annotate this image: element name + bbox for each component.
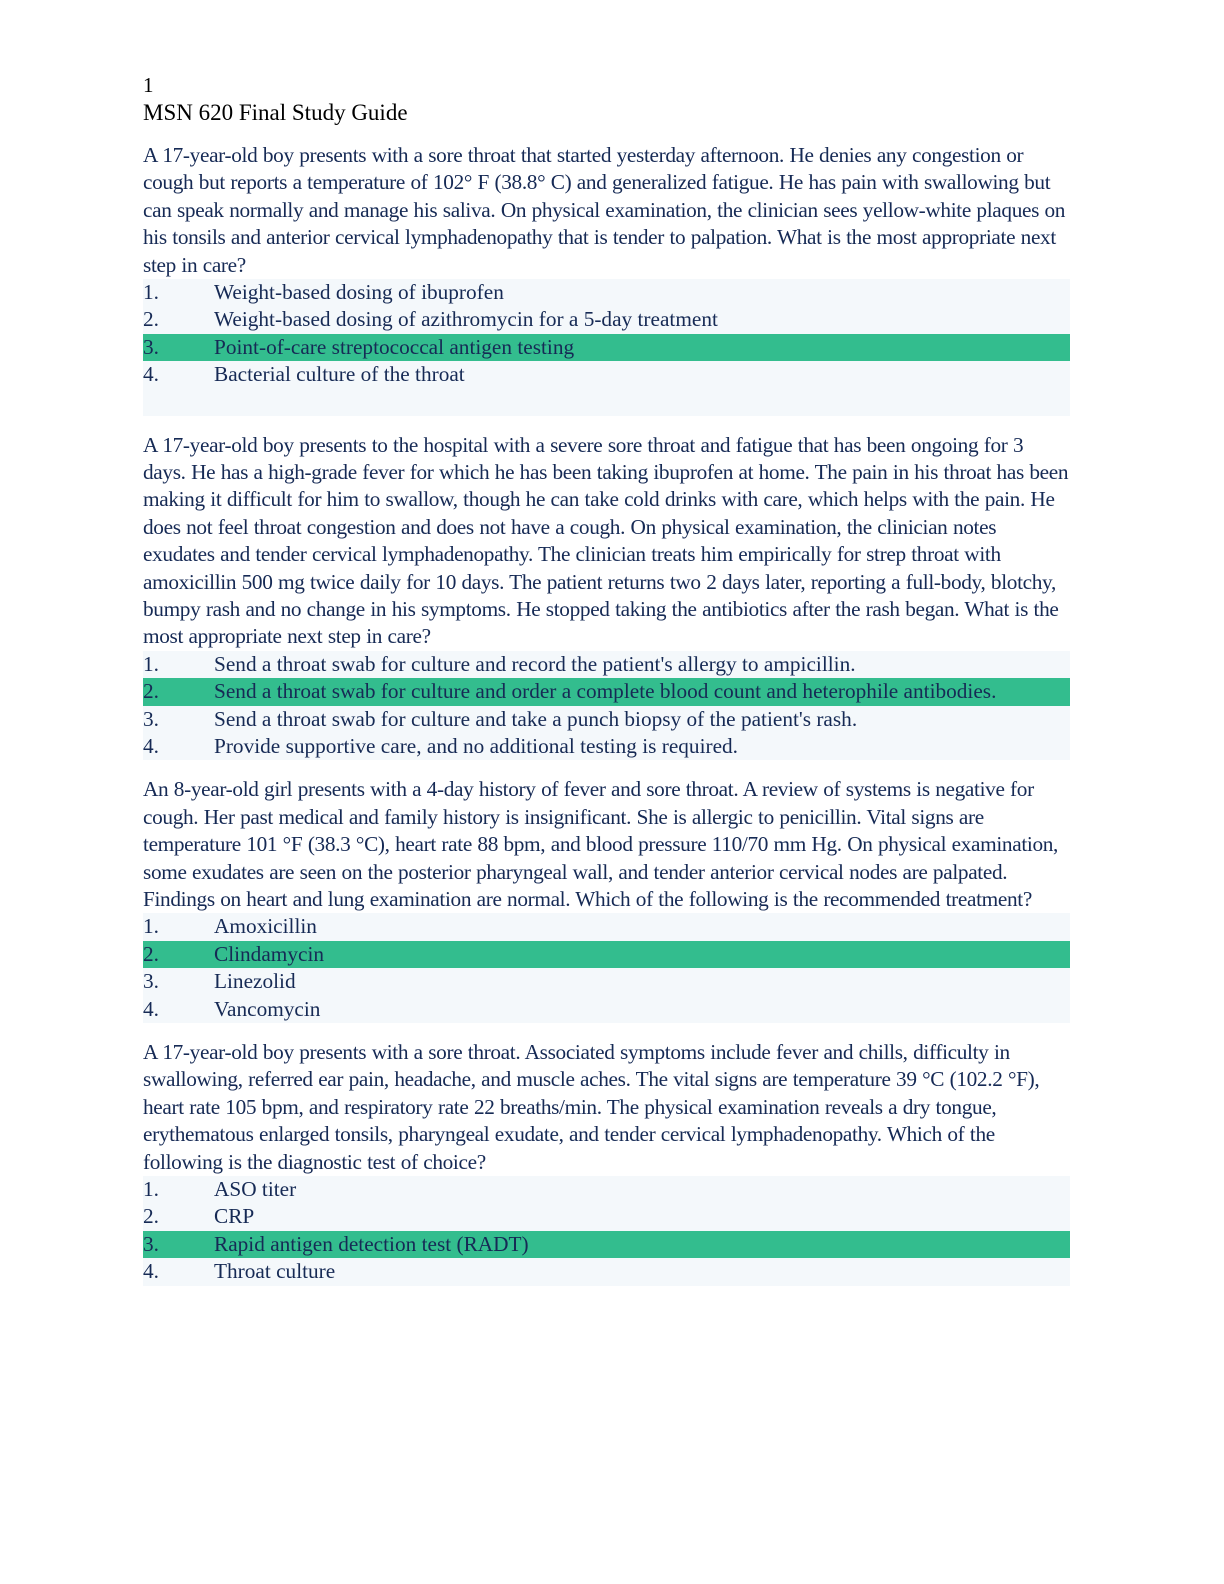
question-3 — [143, 776, 1070, 1023]
answer-option-correct — [143, 334, 1070, 361]
option-number: 4. — [143, 734, 159, 759]
answer-options — [143, 279, 1070, 416]
option-text: ASO titer — [214, 1177, 297, 1202]
option-text: Amoxicillin — [214, 914, 317, 939]
option-number: 4. — [143, 1259, 159, 1284]
option-text: Send a throat swab for culture and take a punch biopsy of the patient's rash. — [214, 706, 858, 731]
option-text: Bacterial culture of the throat — [214, 362, 465, 387]
option-text: Weight-based dosing of azithromycin for a 5-day treatment — [214, 307, 718, 332]
option-number: 1. — [143, 914, 159, 939]
answer-options — [143, 1176, 1070, 1286]
option-text: Vancomycin — [214, 996, 321, 1021]
option-text: Clindamycin — [214, 941, 325, 966]
option-text: Rapid antigen detection test (RADT) — [214, 1231, 529, 1256]
option-number: 1. — [143, 651, 159, 676]
option-number: 2. — [143, 1204, 159, 1229]
option-number: 3. — [143, 1231, 159, 1256]
option-number: 2. — [143, 679, 159, 704]
document-title: MSN 620 Final Study Guide — [143, 100, 408, 125]
answer-option — [143, 1258, 1070, 1285]
question-stem: An 8-year-old girl presents with a 4-day history of fever and sore throat. A review of systems is negative for cough. Her past medical and family history is insignificant. She is allergic to penicillin. Vital signs are temperature 101 °F (38.3 °C), heart rate 88 bpm, and blood pressure 110/70 mm Hg. On physical examination, some exudates are seen on the posterior pharyngeal wall, and tender anterior cervical nodes are palpated. Findings on heart and lung examination are normal. Which of the following is the recommended treatment? — [143, 777, 1059, 912]
option-text: Point-of-care streptococcal antigen testing — [214, 334, 575, 359]
question-stem: A 17-year-old boy presents to the hospital with a severe sore throat and fatigue that has been ongoing for 3 days. He has a high-grade fever for which he has been taking ibuprofen at home. The pain in his throat has been making it difficult for him to swallow, though he can take cold drinks with care, which helps with the pain. He does not feel throat congestion and does not have a cough. On physical examination, the clinician notes exudates and tender cervical lymphadenopathy. The clinician treats him empirically for strep throat with amoxicillin 500 mg twice daily for 10 days. The patient returns two 2 days later, reporting a full-body, blotchy, bumpy rash and no change in his symptoms. He stopped taking the antibiotics after the rash began. What is the most appropriate next step in care? — [143, 432, 1069, 649]
answer-option-correct — [143, 1231, 1070, 1258]
question-1 — [143, 142, 1070, 416]
answer-option — [143, 651, 1070, 678]
option-text: Provide supportive care, and no additional testing is required. — [214, 734, 739, 759]
option-number: 4. — [143, 362, 159, 387]
option-text: Send a throat swab for culture and record the patient's allergy to ampicillin. — [214, 651, 856, 676]
option-number: 1. — [143, 280, 159, 305]
answer-option — [143, 306, 1070, 333]
answer-option — [143, 1203, 1070, 1230]
question-stem: A 17-year-old boy presents with a sore throat that started yesterday afternoon. He denies any congestion or cough but reports a temperature of 102° F (38.8° C) and generalized fatigue. He has pain with swallowing but can speak normally and manage his saliva. On physical examination, the clinician sees yellow-white plaques on his tonsils and anterior cervical lymphadenopathy that is tender to palpation. What is the most appropriate next step in care? — [143, 143, 1066, 277]
option-number: 3. — [143, 706, 159, 731]
answer-option — [143, 706, 1070, 733]
option-text: CRP — [214, 1204, 255, 1229]
answer-option-correct — [143, 941, 1070, 968]
answer-options — [143, 913, 1070, 1023]
option-text: Throat culture — [214, 1259, 336, 1284]
option-text: Weight-based dosing of ibuprofen — [214, 280, 504, 305]
option-number: 4. — [143, 996, 159, 1021]
answer-option — [143, 279, 1070, 306]
page-number: 1 — [143, 73, 154, 97]
answer-option — [143, 1176, 1070, 1203]
option-number: 3. — [143, 969, 159, 994]
option-text: Linezolid — [214, 969, 296, 994]
option-number: 1. — [143, 1177, 159, 1202]
question-stem: A 17-year-old boy presents with a sore throat. Associated symptoms include fever and chills, difficulty in swallowing, referred ear pain, headache, and muscle aches. The vital signs are temperature 39 °C (102.2 °F), heart rate 105 bpm, and respiratory rate 22 breaths/min. The physical examination reveals a dry tongue, erythematous enlarged tonsils, pharyngeal exudate, and tender cervical lymphadenopathy. Which of the following is the diagnostic test of choice? — [143, 1040, 1040, 1174]
answer-option — [143, 913, 1070, 940]
option-text: Send a throat swab for culture and order a complete blood count and heterophile antibodies. — [214, 679, 997, 704]
option-number: 2. — [143, 941, 159, 966]
document-page — [143, 72, 1070, 1302]
option-number: 2. — [143, 307, 159, 332]
answer-option — [143, 361, 1070, 388]
answer-option — [143, 733, 1070, 760]
answer-option-correct — [143, 678, 1070, 705]
option-number: 3. — [143, 334, 159, 359]
question-4 — [143, 1039, 1070, 1286]
answer-option — [143, 968, 1070, 995]
answer-option — [143, 996, 1070, 1023]
answer-options — [143, 651, 1070, 761]
question-2 — [143, 432, 1070, 761]
